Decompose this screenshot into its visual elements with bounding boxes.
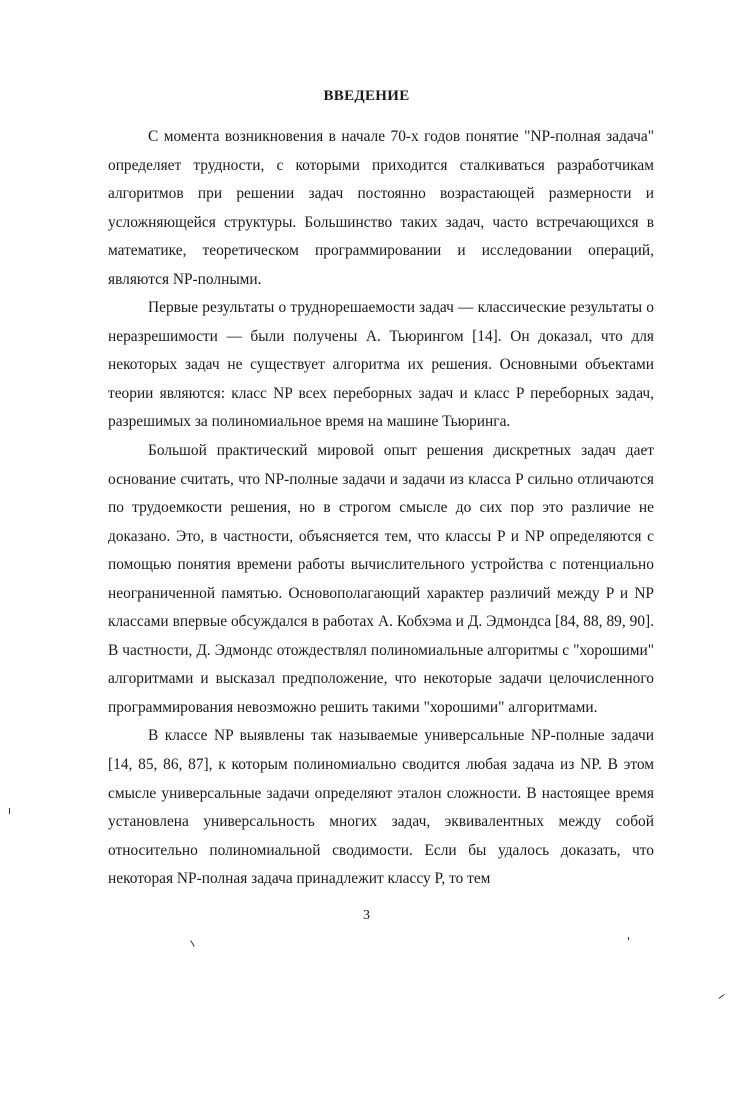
- paragraph-1: С момента возникновения в начале 70-х годов понятие "NP-полная задача" определяет трудности, с которыми приходится сталкиваться разработчикам алгоритмов при решении задач постоянно возрастающей размерности и усложняющейся структуры. Большинство таких задач, часто встречающихся в математике, теоретическом программировании и исследовании операций, являются NP-полными.: [108, 128, 654, 288]
- scan-speck: [718, 994, 724, 999]
- paragraph-4: В классе NP выявлены так называемые универсальные NP-полные задачи [14, 85, 86, 87], к которым полиномиально сводится любая задача из NP. В этом смысле универсальные задачи определяют эталон сложности. В настоящее время установлена универсальность многих задач, эквивалентных между собой относительно полиномиальной сводимости. Если бы удалось доказать, что некоторая NP-полная задача принадлежит классу P, то тем: [108, 727, 654, 888]
- scan-speck: [9, 808, 10, 814]
- scan-speck: [628, 937, 629, 940]
- scan-speck: [190, 940, 194, 947]
- paragraph-2: Первые результаты о труднорешаемости задач — классические результаты о неразрешимости — были получены А. Тьюрингом [14]. Он доказал, что для некоторых задач не существует алгоритма их решения. Основными объектами теории являются: класс NP всех переборных задач и класс P переборных задач, разрешимых за полиномиальное время на машине Тьюринга.: [108, 299, 654, 431]
- page-number: 3: [363, 908, 370, 923]
- paragraph-3: Большой практический мировой опыт решения дискретных задач дает основание считать, что NP-полные задачи и задачи из класса P сильно отличаются по трудоемкости решения, но в строгом смысле до сих пор это различие не доказано. Это, в частности, объясняется тем, что классы P и NP определяются с помощью понятия времени работы вычислительного устройства с потенциально неограниченной памятью. Основополагающий характер различий между P и NP классами впервые обсуждался в работах А. Кобхэма и Д. Эдмондса [84, 88, 89, 90]. В частности, Д. Эдмондс отождествлял полиномиальные алгоритмы с "хорошими" алгоритмами и высказал предположение, что некоторые задачи целочисленного программирования невозможно решить такими "хорошими" алгоритмами.: [108, 442, 654, 716]
- section-title: ВВЕДЕНИЕ: [323, 88, 410, 104]
- body-text: [108, 123, 654, 894]
